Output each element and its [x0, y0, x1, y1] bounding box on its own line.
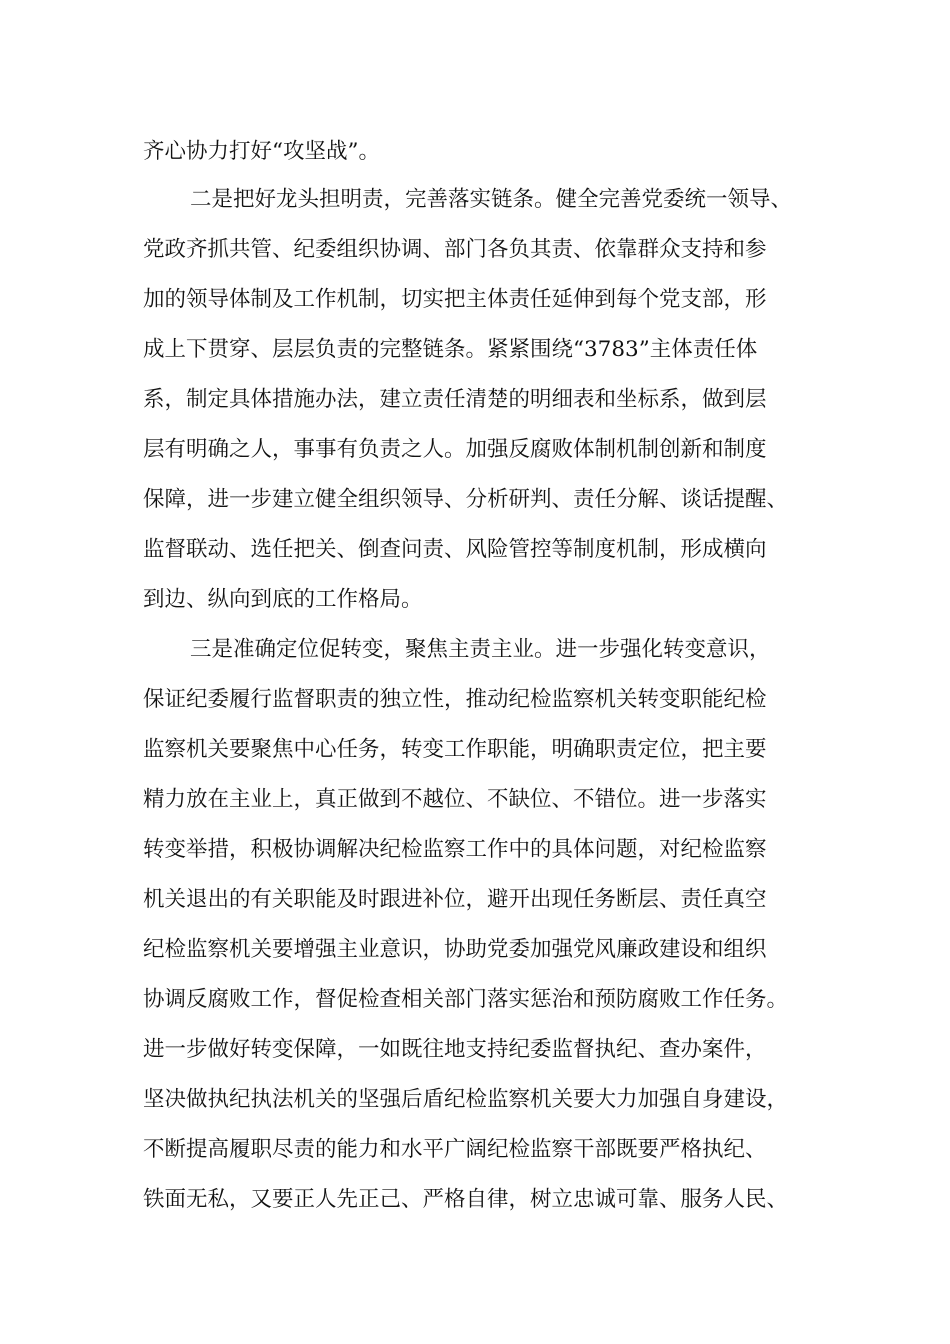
paragraph-first-line: 三是准确定位促转变，聚焦主责主业。进一步强化转变意识，	[190, 637, 771, 662]
text-line: 不断提高履职尽责的能力和水平广阔纪检监察干部既要严格执纪、	[143, 1137, 767, 1162]
text-line: 党政齐抓共管、纪委组织协调、部门各负其责、依靠群众支持和参	[143, 237, 767, 262]
text-line: 进一步做好转变保障，一如既往地支持纪委监督执纪、查办案件，	[143, 1037, 767, 1062]
text-line: 成上下贯穿、层层负责的完整链条。紧紧围绕“3783”主体责任体	[143, 337, 758, 362]
text-line: 监督联动、选任把关、倒查问责、风险管控等制度机制，形成横向	[143, 537, 767, 562]
text-line: 齐心协力打好“攻坚战”。	[143, 139, 380, 164]
text-line: 加的领导体制及工作机制，切实把主体责任延伸到每个党支部，形	[143, 287, 767, 312]
text-line: 铁面无私，又要正人先正己、严格自律，树立忠诚可靠、服务人民、	[143, 1187, 789, 1212]
text-line: 保障，进一步建立健全组织领导、分析研判、责任分解、谈话提醒、	[143, 487, 789, 512]
text-line: 监察机关要聚焦中心任务，转变工作职能，明确职责定位，把主要	[143, 737, 767, 762]
text-line: 层有明确之人，事事有负责之人。加强反腐败体制机制创新和制度	[143, 437, 767, 462]
text-line: 纪检监察机关要增强主业意识，协助党委加强党风廉政建设和组织	[143, 937, 767, 962]
text-line: 转变举措，积极协调解决纪检监察工作中的具体问题，对纪检监察	[143, 837, 767, 862]
text-line: 协调反腐败工作，督促检查相关部门落实惩治和预防腐败工作任务。	[143, 987, 789, 1012]
text-line: 机关退出的有关职能及时跟进补位，避开出现任务断层、责任真空	[143, 887, 767, 912]
text-line: 系，制定具体措施办法，建立责任清楚的明细表和坐标系，做到层	[143, 387, 767, 412]
text-line: 到边、纵向到底的工作格局。	[143, 587, 423, 612]
text-line: 坚决做执纪执法机关的坚强后盾纪检监察机关要大力加强自身建设，	[143, 1087, 789, 1112]
paragraph-first-line: 二是把好龙头担明责，完善落实链条。健全完善党委统一领导、	[190, 187, 793, 212]
text-line: 保证纪委履行监督职责的独立性，推动纪检监察机关转变职能纪检	[143, 687, 767, 712]
text-line: 精力放在主业上，真正做到不越位、不缺位、不错位。进一步落实	[143, 787, 767, 812]
